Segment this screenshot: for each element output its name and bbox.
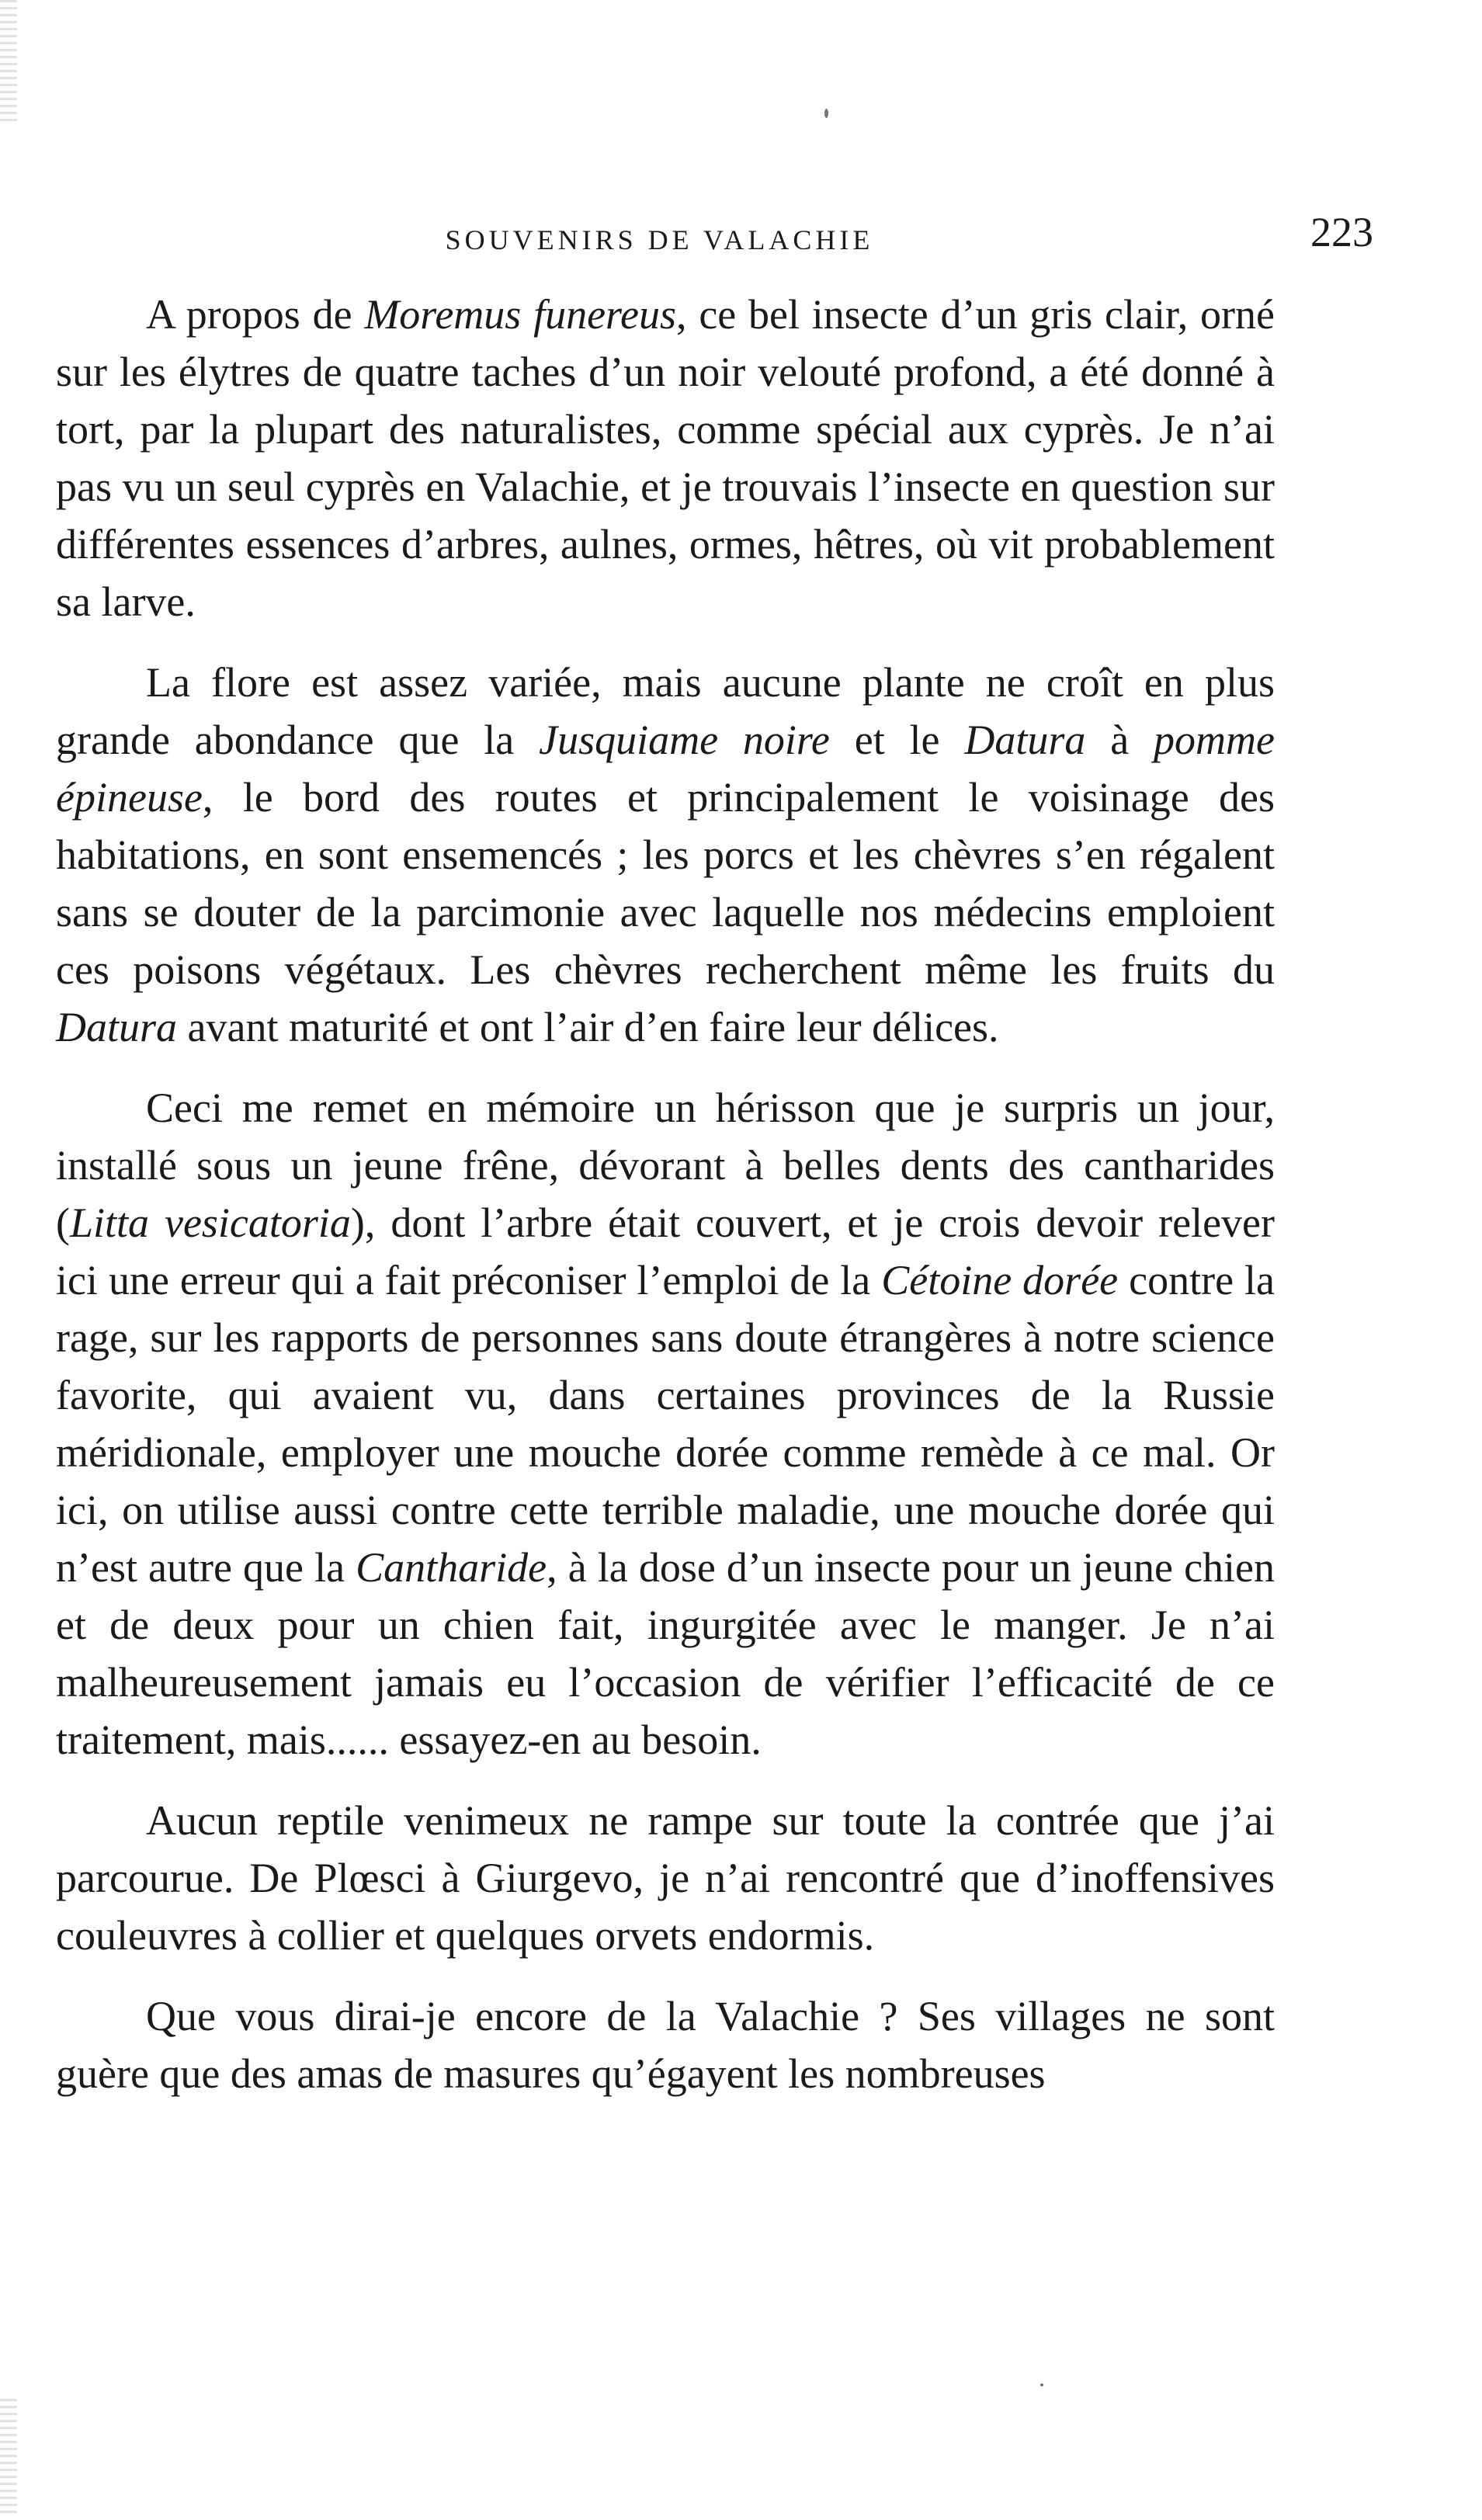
- text-run: ), dont l’arbre était couvert, et je crois devoir relever ici une erreur qui a fait préconiser l’emploi de la: [56, 1199, 1275, 1303]
- paragraph: [56, 1079, 1275, 1769]
- speck: [824, 109, 828, 118]
- page-header: [70, 208, 1373, 270]
- italic-term: Litta vesicatoria: [69, 1199, 351, 1246]
- text-run: , le bord des routes et principalement le voisinage des habitations, en sont ensemencés ; les porcs et les chèvres s’en régalent sans se douter de la parcimonie avec laquelle nos médecins emploient ces poisons végétaux. Les chèvres recherchent même les fruits du: [56, 774, 1275, 993]
- text-run: avant maturité et ont l’air d’en faire leur délices.: [177, 1004, 999, 1050]
- italic-term: Cantharide: [356, 1544, 547, 1591]
- paragraph: [56, 286, 1275, 630]
- text-run: à: [1085, 717, 1154, 763]
- speck: [1040, 2383, 1043, 2386]
- text-run: contre la rage, sur les rapports de personnes sans doute étrangères à notre science favorite, qui avaient vu, dans certaines provinces de la Russie méridionale, employer une mouche dorée comme remède à ce mal. Or ici, on utilise aussi contre cette terrible maladie, une mouche dorée qui n’est autre que la: [56, 1257, 1275, 1591]
- running-title: SOUVENIRS DE VALACHIE: [445, 224, 874, 255]
- paragraph: [56, 1792, 1275, 1964]
- text-run: Aucun reptile venimeux ne rampe sur toute la contrée que j’ai parcourue. De Plœsci à Giurgevo, je n’ai rencontré que d’inoffensives couleuvres à collier et quelques orvets endormis.: [56, 1797, 1275, 1959]
- text-run: , à la dose d’un insecte pour un jeune chien et de deux pour un chien fait, ingurgitée avec le manger. Je n’ai malheureusement jamais eu l’occasion de vérifier l’efficacité de ce traitement, mais...... essayez-en au besoin.: [56, 1544, 1275, 1763]
- italic-term: Datura: [964, 717, 1086, 763]
- text-run: Ceci me remet en mémoire un hérisson que je surpris un jour, installé sous un jeune frêne, dévorant à belles dents des cantharides (: [56, 1085, 1275, 1246]
- text-run: Que vous dirai-je encore de la Valachie ? Ses villages ne sont guère que des amas de masures qu’égayent les nombreuses: [56, 1993, 1275, 2097]
- paragraph: [56, 654, 1275, 1056]
- body-text: [56, 286, 1275, 2126]
- scan-edge-top-left: [0, 0, 17, 124]
- italic-term: Moremus funereus: [364, 291, 677, 338]
- text-run: La flore est assez variée, mais aucune plante ne croît en plus grande abondance que la: [56, 659, 1275, 763]
- italic-term: Cétoine dorée: [881, 1257, 1119, 1303]
- italic-term: Jusquiame noire: [539, 717, 830, 763]
- italic-term: pomme épineuse: [56, 717, 1275, 821]
- paragraph: [56, 1987, 1275, 2102]
- page-number: 223: [1310, 209, 1373, 255]
- text-run: A propos de: [146, 291, 365, 338]
- text-run: , ce bel insecte d’un gris clair, orné sur les élytres de quatre taches d’un noir velouté profond, a été donné à tort, par la plupart des naturalistes, comme spécial aux cyprès. Je n’ai pas vu un seul cyprès en Valachie, et je trouvais l’insecte en question sur différentes essences d’arbres, aulnes, ormes, hêtres, où vit probablement sa larve.: [56, 291, 1275, 625]
- text-run: et le: [829, 717, 965, 763]
- scan-edge-bottom-left: [0, 2399, 17, 2515]
- italic-term: Datura: [56, 1004, 178, 1050]
